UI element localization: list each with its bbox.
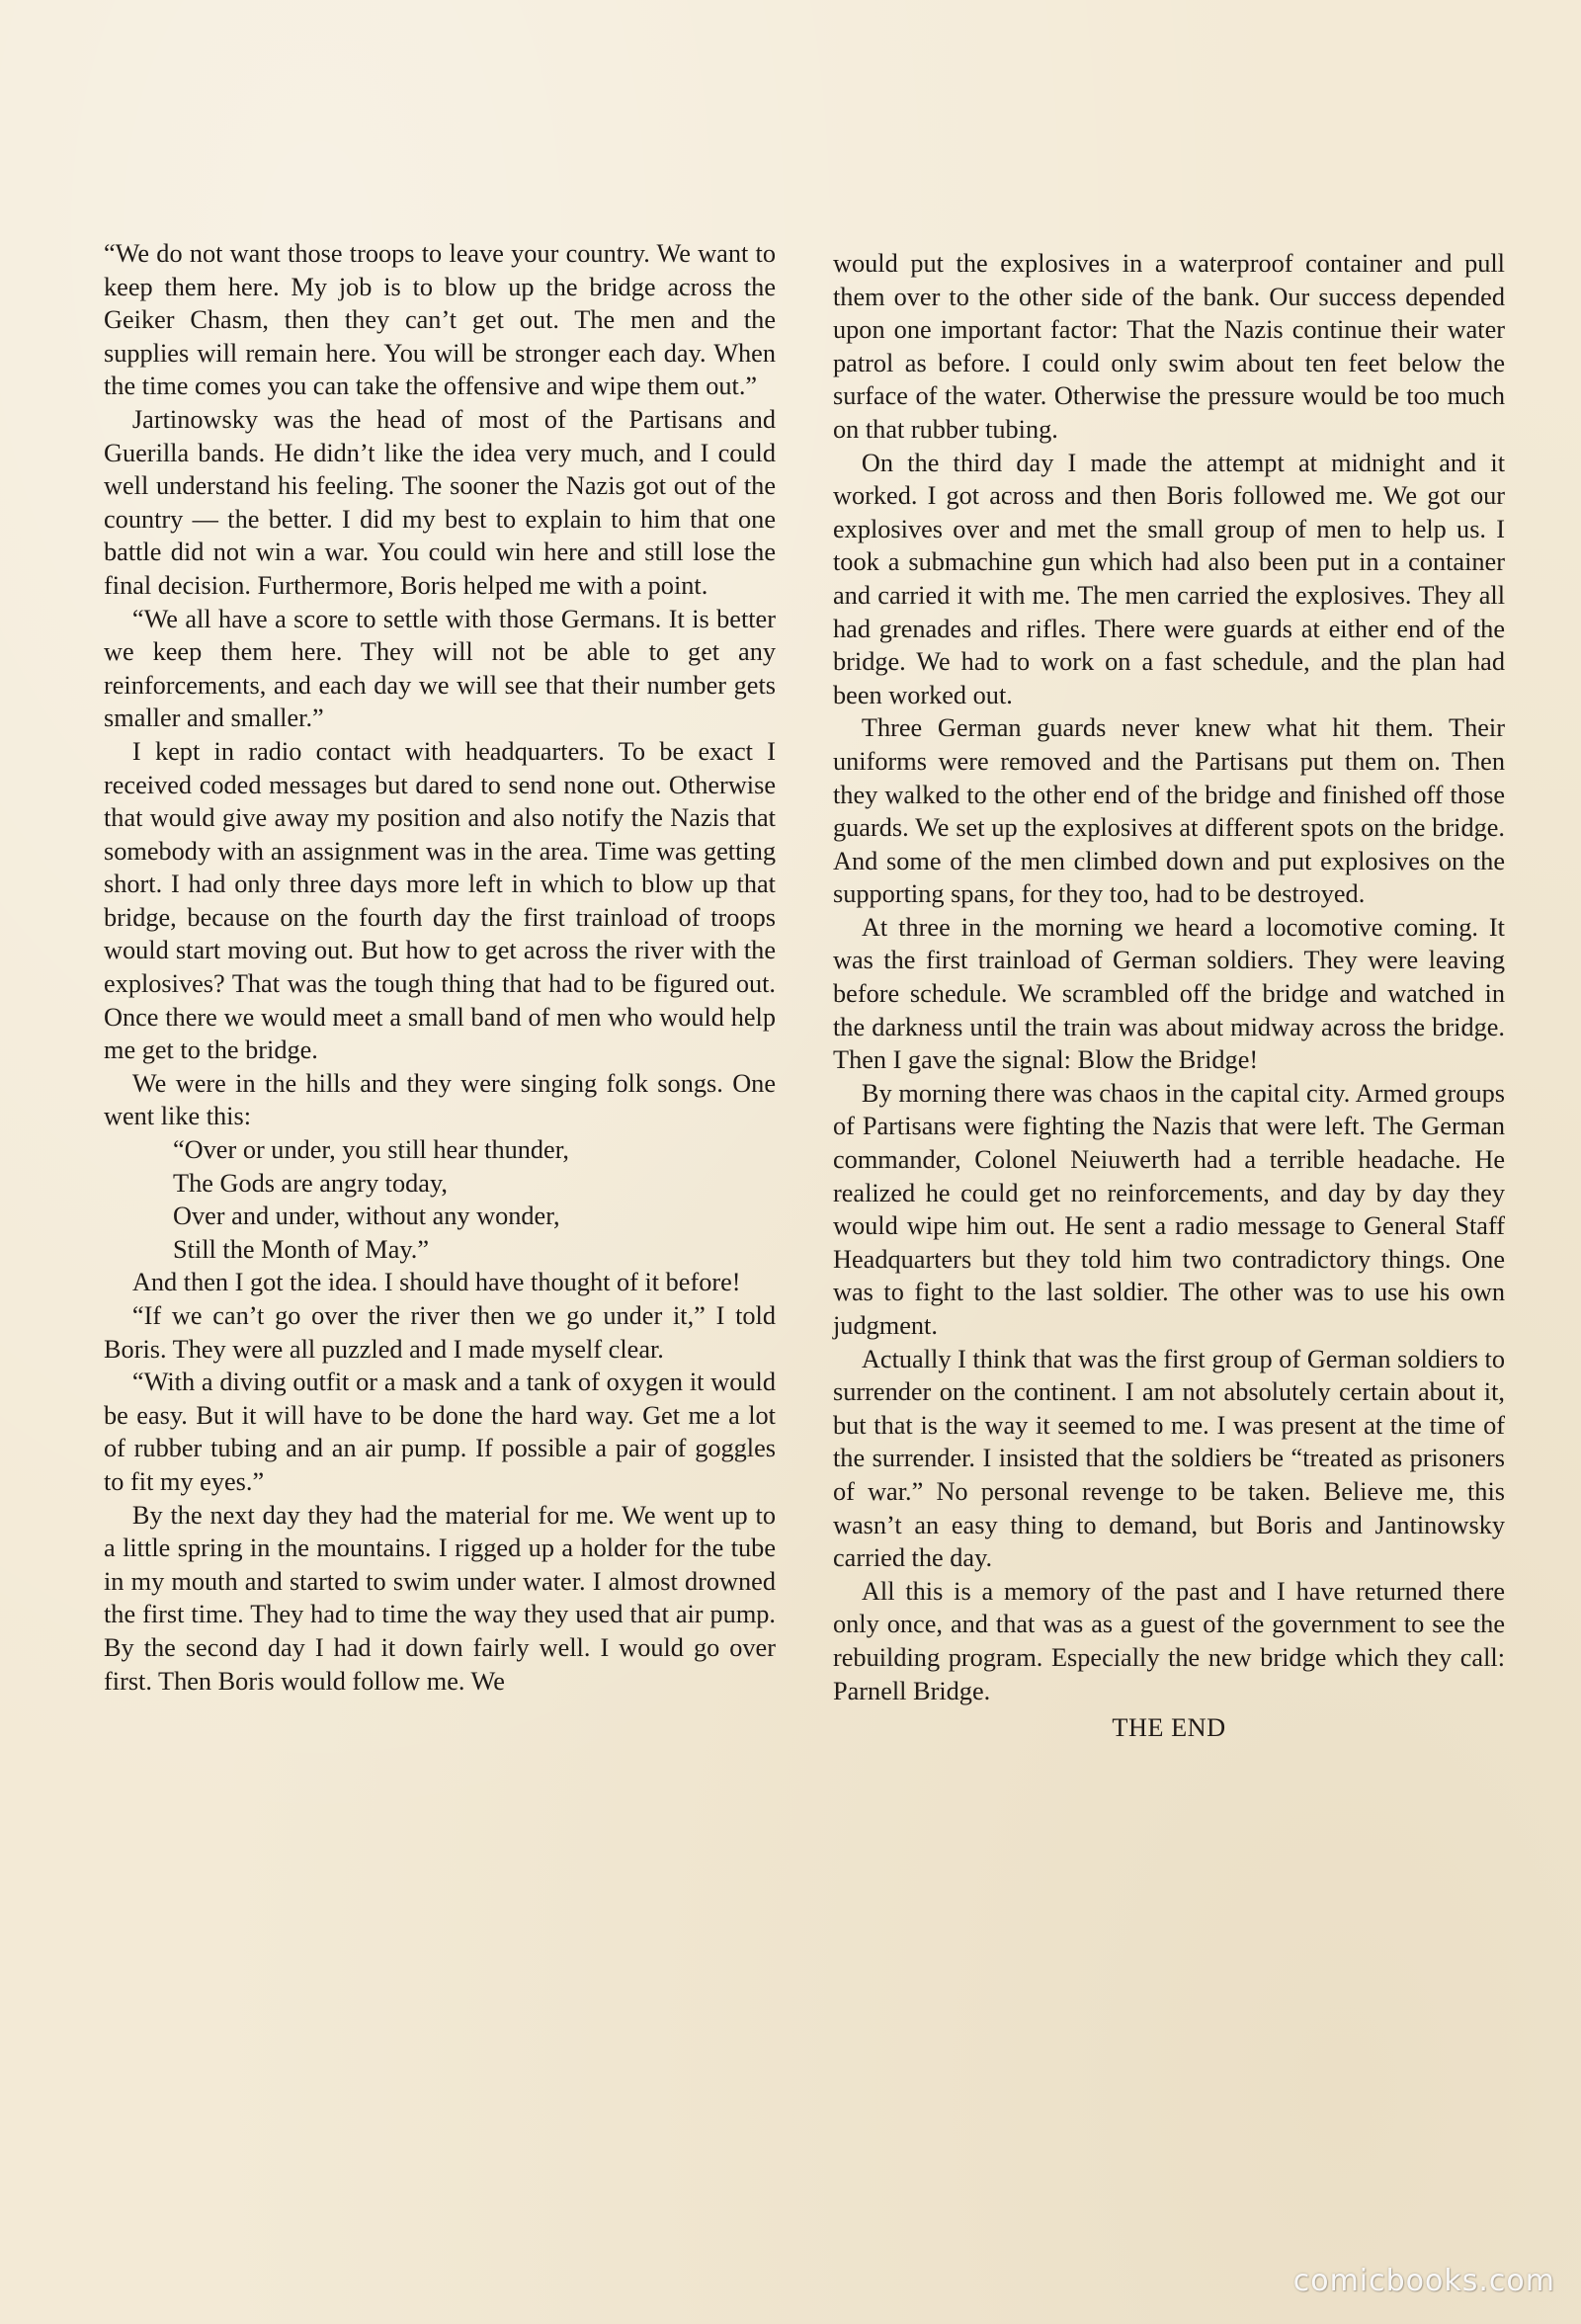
site-watermark: comicbooks.com (1292, 2264, 1555, 2298)
the-end-label: THE END (1112, 1713, 1226, 1743)
paragraph-continuation: would put the explosives in a waterproof container and pull them over to the other side of the bank. Our success depended upon one important factor: That the Nazis continue their water patrol as before. I could only swim about ten feet below the surface of the water. Otherwise the pressure would be too much on that rubber tubing. (833, 249, 1505, 444)
verse-line: “Over or under, you still hear thunder, (173, 1135, 569, 1165)
paragraph: All this is a memory of the past and I have returned there only once, and that was as a guest of the government to see the rebuilding program. Especially the new bridge which they call: Parnell Bridge. (833, 1576, 1505, 1705)
paragraph: Actually I think that was the first group of German soldiers to surrender on the continent. I am not absolutely certain about it, but that is the way it seemed to me. I was present at the time of the surrender. I insisted that the soldiers be “treated as prisoners of war.” No personal revenge to be taken. Believe me, this wasn’t an easy thing to demand, but Boris and Jantinowsky carried the day. (833, 1344, 1505, 1573)
paragraph: By morning there was chaos in the capital city. Armed groups of Partisans were fighting the Nazis that were left. The German commander, Colonel Neiuwerth had a terrible headache. He realized he could get no reinforcements, and day by day they would wipe him out. He sent a radio message to General Staff Headquarters but they told him two contradictory things. One was to fight to the last soldier. The other was to use his own judgment. (833, 1078, 1505, 1340)
verse-line: Over and under, without any wonder, (173, 1202, 560, 1231)
folk-song-verse (173, 1133, 776, 1266)
verse-line: The Gods are angry today, (173, 1168, 448, 1198)
paragraph: Three German guards never knew what hit them. Their uniforms were removed and the Partisans put them on. Then they walked to the other end of the bridge and finished off those guards. We set up the explosives at different spots on the bridge. And some of the men climbed down and put explosives on the supporting spans, for they too, had to be destroyed. (833, 713, 1505, 909)
paragraph: I kept in radio contact with headquarters. To be exact I received coded messages but dared to send none out. Otherwise that would give away my position and also notify the Nazis that somebody with an assignment was in the area. Time was getting short. I had only three days more left in which to blow up that bridge, because on the fourth day the first trainload of troops would start moving out. But how to get across the river with the explosives? That was the tough thing that had to be figured out. Once there we would meet a small band of men who would help me get to the bridge. (104, 736, 776, 1065)
paragraph: We were in the hills and they were singing folk songs. One went like this: (104, 1068, 776, 1131)
paragraph: “We do not want those troops to leave your country. We want to keep them here. My job is to blow up the bridge across the Geiker Chasm, then they can’t get out. The men and the supplies will remain here. You will be stronger each day. When the time comes you can take the offensive and wipe them out.” (104, 239, 776, 401)
paragraph: “We all have a score to settle with those Germans. It is better we keep them here. They will not be able to get any reinforcements, and each day we will see that their number gets smaller and smaller.” (104, 604, 776, 733)
paragraph: And then I got the idea. I should have thought of it before! (131, 1268, 741, 1297)
paragraph: On the third day I made the attempt at midnight and it worked. I got across and then Boris followed me. We got our explosives over and met the small group of men to help us. I took a submachine gun which had also been put in a container and carried it with me. The men carried the explosives. They all had grenades and rifles. There were guards at either end of the bridge. We had to work on a fast schedule, and the plan had been worked out. (833, 448, 1505, 709)
paragraph: At three in the morning we heard a locomotive coming. It was the first trainload of German soldiers. They were leaving before schedule. We scrambled off the bridge and watched in the darkness until the train was about midway across the bridge. Then I gave the signal: Blow the Bridge! (833, 912, 1505, 1075)
paragraph: “With a diving outfit or a mask and a tank of oxygen it would be easy. But it will have to be done the hard way. Get me a lot of rubber tubing and an air pump. If possible a pair of goggles to fit my eyes.” (104, 1368, 776, 1496)
left-column (104, 237, 776, 1698)
paragraph: Jartinowsky was the head of most of the Partisans and Guerilla bands. He didn’t like the idea very much, and I could well understand his feeling. The sooner the Nazis got out of the country — the better. I did my best to explain to him that one battle did not win a war. You could win here and still lose the final decision. Furthermore, Boris helped me with a point. (104, 404, 776, 600)
paragraph: “If we can’t go over the river then we go under it,” I told Boris. They were all puzzled and I made myself clear. (104, 1301, 776, 1364)
paragraph: By the next day they had the material for me. We went up to a little spring in the mountains. I rigged up a holder for the tube in my mouth and started to swim under water. I almost drowned the first time. They had to time the way they used that air pump. By the second day I had it down fairly well. I would go over first. Then Boris would follow me. We (104, 1500, 776, 1696)
right-column (833, 247, 1505, 1745)
verse-line: Still the Month of May.” (173, 1234, 430, 1264)
